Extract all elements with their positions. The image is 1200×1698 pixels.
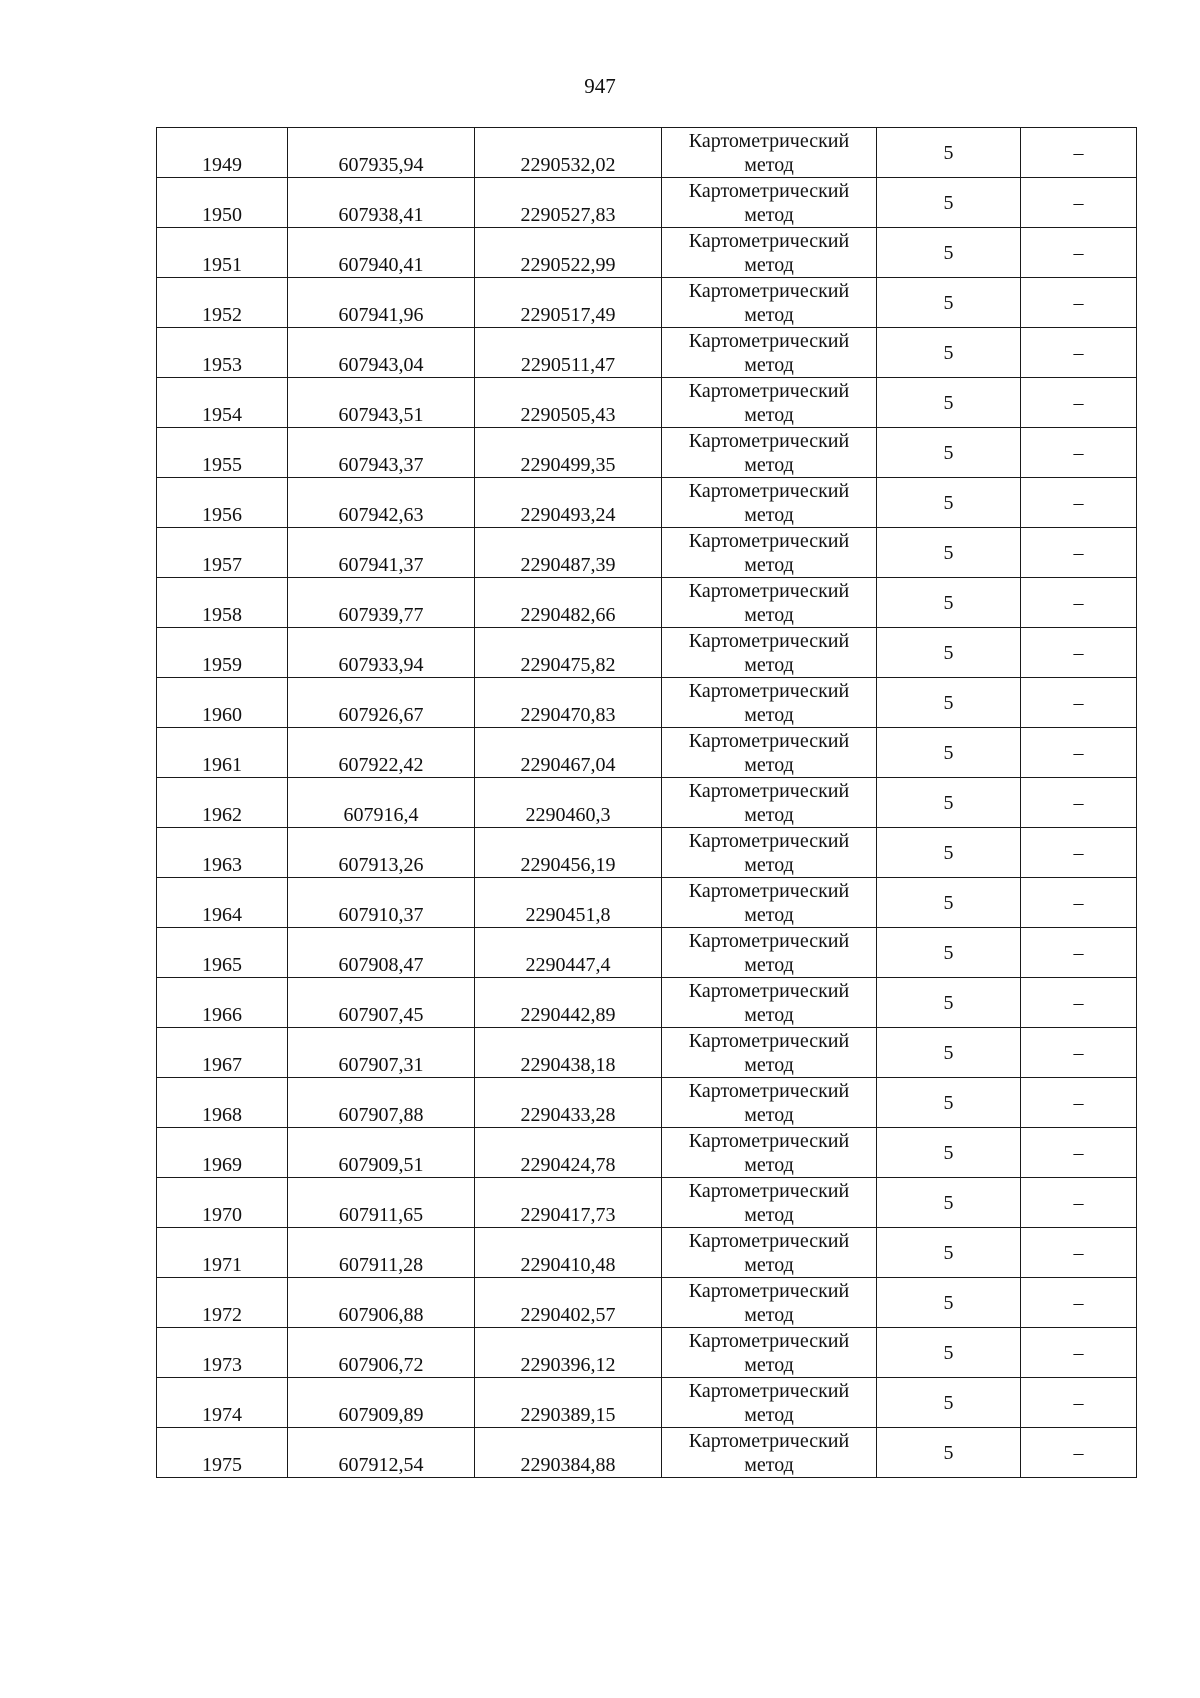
- method-line-2: метод: [744, 853, 794, 876]
- method-line-2: метод: [744, 1103, 794, 1126]
- point-number-cell: 1952: [157, 278, 288, 328]
- table-row: [157, 378, 1137, 428]
- accuracy-cell: 5: [877, 578, 1021, 628]
- table-row: [157, 678, 1137, 728]
- accuracy-cell: 5: [877, 378, 1021, 428]
- table-row: [157, 728, 1137, 778]
- y-coordinate-cell: 2290505,43: [475, 378, 662, 428]
- x-coordinate-cell: 607913,26: [288, 828, 475, 878]
- accuracy-cell: 5: [877, 878, 1021, 928]
- x-coordinate-cell: 607909,51: [288, 1128, 475, 1178]
- x-coordinate-cell: 607907,31: [288, 1028, 475, 1078]
- point-number-cell: 1958: [157, 578, 288, 628]
- point-number-cell: 1965: [157, 928, 288, 978]
- method-line-2: метод: [744, 203, 794, 226]
- method-cell: [662, 1128, 877, 1178]
- method-line-2: метод: [744, 603, 794, 626]
- method-line-1: Картометрический: [688, 179, 850, 202]
- y-coordinate-cell: 2290522,99: [475, 228, 662, 278]
- method-line-1: Картометрический: [688, 1429, 850, 1452]
- page-number: 947: [584, 74, 616, 98]
- table-row: [157, 128, 1137, 178]
- x-coordinate-cell: 607943,37: [288, 428, 475, 478]
- accuracy-cell: 5: [877, 928, 1021, 978]
- table-row: [157, 1228, 1137, 1278]
- method-line-1: Картометрический: [688, 379, 850, 402]
- accuracy-cell: 5: [877, 1328, 1021, 1378]
- method-line-1: Картометрический: [688, 129, 850, 152]
- accuracy-cell: 5: [877, 678, 1021, 728]
- y-coordinate-cell: 2290424,78: [475, 1128, 662, 1178]
- method-cell: [662, 328, 877, 378]
- method-line-2: метод: [744, 653, 794, 676]
- method-line-1: Картометрический: [688, 579, 850, 602]
- point-number-cell: 1959: [157, 628, 288, 678]
- accuracy-cell: 5: [877, 478, 1021, 528]
- method-cell: [662, 978, 877, 1028]
- method-line-2: метод: [744, 703, 794, 726]
- y-coordinate-cell: 2290433,28: [475, 1078, 662, 1128]
- table-row: [157, 428, 1137, 478]
- method-line-2: метод: [744, 253, 794, 276]
- y-coordinate-cell: 2290460,3: [475, 778, 662, 828]
- table-row: [157, 1078, 1137, 1128]
- point-number-cell: 1949: [157, 128, 288, 178]
- method-line-2: метод: [744, 1253, 794, 1276]
- accuracy-cell: 5: [877, 978, 1021, 1028]
- description-cell: –: [1021, 1378, 1137, 1428]
- table-row: [157, 1328, 1137, 1378]
- y-coordinate-cell: 2290396,12: [475, 1328, 662, 1378]
- point-number-cell: 1950: [157, 178, 288, 228]
- table-row: [157, 1028, 1137, 1078]
- method-line-2: метод: [744, 453, 794, 476]
- point-number-cell: 1974: [157, 1378, 288, 1428]
- accuracy-cell: 5: [877, 1128, 1021, 1178]
- method-cell: [662, 278, 877, 328]
- point-number-cell: 1964: [157, 878, 288, 928]
- x-coordinate-cell: 607910,37: [288, 878, 475, 928]
- coordinates-table-body: [157, 128, 1137, 1478]
- description-cell: –: [1021, 928, 1137, 978]
- point-number-cell: 1963: [157, 828, 288, 878]
- accuracy-cell: 5: [877, 128, 1021, 178]
- point-number-cell: 1962: [157, 778, 288, 828]
- accuracy-cell: 5: [877, 1228, 1021, 1278]
- method-line-2: метод: [744, 1303, 794, 1326]
- y-coordinate-cell: 2290482,66: [475, 578, 662, 628]
- method-cell: [662, 128, 877, 178]
- method-line-2: метод: [744, 153, 794, 176]
- description-cell: –: [1021, 778, 1137, 828]
- description-cell: –: [1021, 228, 1137, 278]
- y-coordinate-cell: 2290493,24: [475, 478, 662, 528]
- method-line-1: Картометрический: [688, 529, 850, 552]
- x-coordinate-cell: 607943,04: [288, 328, 475, 378]
- y-coordinate-cell: 2290402,57: [475, 1278, 662, 1328]
- method-line-2: метод: [744, 953, 794, 976]
- method-line-1: Картометрический: [688, 1229, 850, 1252]
- method-line-1: Картометрический: [688, 1279, 850, 1302]
- description-cell: –: [1021, 278, 1137, 328]
- table-row: [157, 928, 1137, 978]
- x-coordinate-cell: 607906,88: [288, 1278, 475, 1328]
- y-coordinate-cell: 2290532,02: [475, 128, 662, 178]
- description-cell: –: [1021, 528, 1137, 578]
- method-line-1: Картометрический: [688, 1029, 850, 1052]
- method-cell: [662, 478, 877, 528]
- point-number-cell: 1970: [157, 1178, 288, 1228]
- y-coordinate-cell: 2290517,49: [475, 278, 662, 328]
- point-number-cell: 1961: [157, 728, 288, 778]
- table-row: [157, 778, 1137, 828]
- x-coordinate-cell: 607938,41: [288, 178, 475, 228]
- description-cell: –: [1021, 1078, 1137, 1128]
- method-line-1: Картометрический: [688, 629, 850, 652]
- point-number-cell: 1966: [157, 978, 288, 1028]
- method-line-1: Картометрический: [688, 829, 850, 852]
- y-coordinate-cell: 2290451,8: [475, 878, 662, 928]
- y-coordinate-cell: 2290389,15: [475, 1378, 662, 1428]
- x-coordinate-cell: 607916,4: [288, 778, 475, 828]
- x-coordinate-cell: 607909,89: [288, 1378, 475, 1428]
- table-row: [157, 178, 1137, 228]
- accuracy-cell: 5: [877, 228, 1021, 278]
- method-line-2: метод: [744, 803, 794, 826]
- method-cell: [662, 378, 877, 428]
- table-row: [157, 228, 1137, 278]
- x-coordinate-cell: 607908,47: [288, 928, 475, 978]
- table-row: [157, 1278, 1137, 1328]
- method-cell: [662, 628, 877, 678]
- x-coordinate-cell: 607926,67: [288, 678, 475, 728]
- method-line-2: метод: [744, 1403, 794, 1426]
- y-coordinate-cell: 2290410,48: [475, 1228, 662, 1278]
- point-number-cell: 1954: [157, 378, 288, 428]
- method-line-1: Картометрический: [688, 929, 850, 952]
- point-number-cell: 1973: [157, 1328, 288, 1378]
- description-cell: –: [1021, 478, 1137, 528]
- point-number-cell: 1969: [157, 1128, 288, 1178]
- y-coordinate-cell: 2290470,83: [475, 678, 662, 728]
- x-coordinate-cell: 607911,28: [288, 1228, 475, 1278]
- description-cell: –: [1021, 1178, 1137, 1228]
- method-line-1: Картометрический: [688, 279, 850, 302]
- table-row: [157, 1378, 1137, 1428]
- point-number-cell: 1956: [157, 478, 288, 528]
- accuracy-cell: 5: [877, 828, 1021, 878]
- method-cell: [662, 878, 877, 928]
- y-coordinate-cell: 2290438,18: [475, 1028, 662, 1078]
- method-cell: [662, 678, 877, 728]
- method-cell: [662, 728, 877, 778]
- table-row: [157, 278, 1137, 328]
- accuracy-cell: 5: [877, 778, 1021, 828]
- method-line-2: метод: [744, 903, 794, 926]
- description-cell: –: [1021, 578, 1137, 628]
- table-row: [157, 878, 1137, 928]
- y-coordinate-cell: 2290475,82: [475, 628, 662, 678]
- description-cell: –: [1021, 978, 1137, 1028]
- point-number-cell: 1971: [157, 1228, 288, 1278]
- accuracy-cell: 5: [877, 728, 1021, 778]
- method-line-1: Картометрический: [688, 1179, 850, 1202]
- y-coordinate-cell: 2290511,47: [475, 328, 662, 378]
- description-cell: –: [1021, 878, 1137, 928]
- description-cell: –: [1021, 728, 1137, 778]
- table-row: [157, 1178, 1137, 1228]
- method-line-1: Картометрический: [688, 329, 850, 352]
- method-line-2: метод: [744, 1353, 794, 1376]
- point-number-cell: 1955: [157, 428, 288, 478]
- y-coordinate-cell: 2290456,19: [475, 828, 662, 878]
- method-line-2: метод: [744, 303, 794, 326]
- method-cell: [662, 1028, 877, 1078]
- description-cell: –: [1021, 1028, 1137, 1078]
- method-line-2: метод: [744, 1153, 794, 1176]
- x-coordinate-cell: 607912,54: [288, 1428, 475, 1478]
- table-row: [157, 628, 1137, 678]
- method-line-1: Картометрический: [688, 879, 850, 902]
- description-cell: –: [1021, 828, 1137, 878]
- description-cell: –: [1021, 378, 1137, 428]
- method-line-2: метод: [744, 353, 794, 376]
- table-row: [157, 978, 1137, 1028]
- accuracy-cell: 5: [877, 528, 1021, 578]
- description-cell: –: [1021, 678, 1137, 728]
- method-line-1: Картометрический: [688, 1079, 850, 1102]
- y-coordinate-cell: 2290447,4: [475, 928, 662, 978]
- method-line-1: Картометрический: [688, 429, 850, 452]
- y-coordinate-cell: 2290417,73: [475, 1178, 662, 1228]
- x-coordinate-cell: 607935,94: [288, 128, 475, 178]
- description-cell: –: [1021, 628, 1137, 678]
- accuracy-cell: 5: [877, 178, 1021, 228]
- accuracy-cell: 5: [877, 628, 1021, 678]
- x-coordinate-cell: 607939,77: [288, 578, 475, 628]
- table-row: [157, 1428, 1137, 1478]
- method-line-1: Картометрический: [688, 1379, 850, 1402]
- method-cell: [662, 178, 877, 228]
- description-cell: –: [1021, 1278, 1137, 1328]
- point-number-cell: 1957: [157, 528, 288, 578]
- coordinates-table: [156, 127, 1137, 1478]
- x-coordinate-cell: 607943,51: [288, 378, 475, 428]
- y-coordinate-cell: 2290467,04: [475, 728, 662, 778]
- accuracy-cell: 5: [877, 428, 1021, 478]
- x-coordinate-cell: 607907,45: [288, 978, 475, 1028]
- table-row: [157, 828, 1137, 878]
- point-number-cell: 1968: [157, 1078, 288, 1128]
- x-coordinate-cell: 607907,88: [288, 1078, 475, 1128]
- description-cell: –: [1021, 1328, 1137, 1378]
- method-line-2: метод: [744, 553, 794, 576]
- method-line-2: метод: [744, 403, 794, 426]
- x-coordinate-cell: 607922,42: [288, 728, 475, 778]
- method-line-1: Картометрический: [688, 1129, 850, 1152]
- method-line-2: метод: [744, 503, 794, 526]
- x-coordinate-cell: 607942,63: [288, 478, 475, 528]
- table-row: [157, 328, 1137, 378]
- point-number-cell: 1972: [157, 1278, 288, 1328]
- description-cell: –: [1021, 1428, 1137, 1478]
- point-number-cell: 1953: [157, 328, 288, 378]
- x-coordinate-cell: 607906,72: [288, 1328, 475, 1378]
- point-number-cell: 1960: [157, 678, 288, 728]
- table-row: [157, 578, 1137, 628]
- description-cell: –: [1021, 178, 1137, 228]
- accuracy-cell: 5: [877, 1378, 1021, 1428]
- method-cell: [662, 828, 877, 878]
- method-line-1: Картометрический: [688, 479, 850, 502]
- method-line-2: метод: [744, 1203, 794, 1226]
- method-cell: [662, 1328, 877, 1378]
- x-coordinate-cell: 607933,94: [288, 628, 475, 678]
- method-line-1: Картометрический: [688, 1329, 850, 1352]
- y-coordinate-cell: 2290487,39: [475, 528, 662, 578]
- method-cell: [662, 1178, 877, 1228]
- description-cell: –: [1021, 428, 1137, 478]
- accuracy-cell: 5: [877, 1428, 1021, 1478]
- method-cell: [662, 428, 877, 478]
- y-coordinate-cell: 2290442,89: [475, 978, 662, 1028]
- method-cell: [662, 578, 877, 628]
- method-cell: [662, 778, 877, 828]
- method-line-2: метод: [744, 1053, 794, 1076]
- method-line-2: метод: [744, 1003, 794, 1026]
- accuracy-cell: 5: [877, 1028, 1021, 1078]
- method-line-1: Картометрический: [688, 979, 850, 1002]
- x-coordinate-cell: 607941,96: [288, 278, 475, 328]
- description-cell: –: [1021, 1128, 1137, 1178]
- method-cell: [662, 528, 877, 578]
- x-coordinate-cell: 607911,65: [288, 1178, 475, 1228]
- point-number-cell: 1951: [157, 228, 288, 278]
- method-line-1: Картометрический: [688, 779, 850, 802]
- y-coordinate-cell: 2290499,35: [475, 428, 662, 478]
- method-cell: [662, 228, 877, 278]
- table-row: [157, 1128, 1137, 1178]
- description-cell: –: [1021, 128, 1137, 178]
- point-number-cell: 1967: [157, 1028, 288, 1078]
- table-row: [157, 528, 1137, 578]
- table-row: [157, 478, 1137, 528]
- method-line-1: Картометрический: [688, 679, 850, 702]
- accuracy-cell: 5: [877, 328, 1021, 378]
- method-cell: [662, 1378, 877, 1428]
- y-coordinate-cell: 2290527,83: [475, 178, 662, 228]
- accuracy-cell: 5: [877, 1078, 1021, 1128]
- method-line-2: метод: [744, 753, 794, 776]
- description-cell: –: [1021, 328, 1137, 378]
- method-cell: [662, 1228, 877, 1278]
- x-coordinate-cell: 607941,37: [288, 528, 475, 578]
- description-cell: –: [1021, 1228, 1137, 1278]
- method-cell: [662, 1278, 877, 1328]
- x-coordinate-cell: 607940,41: [288, 228, 475, 278]
- method-line-1: Картометрический: [688, 229, 850, 252]
- accuracy-cell: 5: [877, 1278, 1021, 1328]
- accuracy-cell: 5: [877, 1178, 1021, 1228]
- method-line-2: метод: [744, 1453, 794, 1476]
- point-number-cell: 1975: [157, 1428, 288, 1478]
- method-cell: [662, 928, 877, 978]
- method-cell: [662, 1078, 877, 1128]
- method-cell: [662, 1428, 877, 1478]
- accuracy-cell: 5: [877, 278, 1021, 328]
- method-line-1: Картометрический: [688, 729, 850, 752]
- y-coordinate-cell: 2290384,88: [475, 1428, 662, 1478]
